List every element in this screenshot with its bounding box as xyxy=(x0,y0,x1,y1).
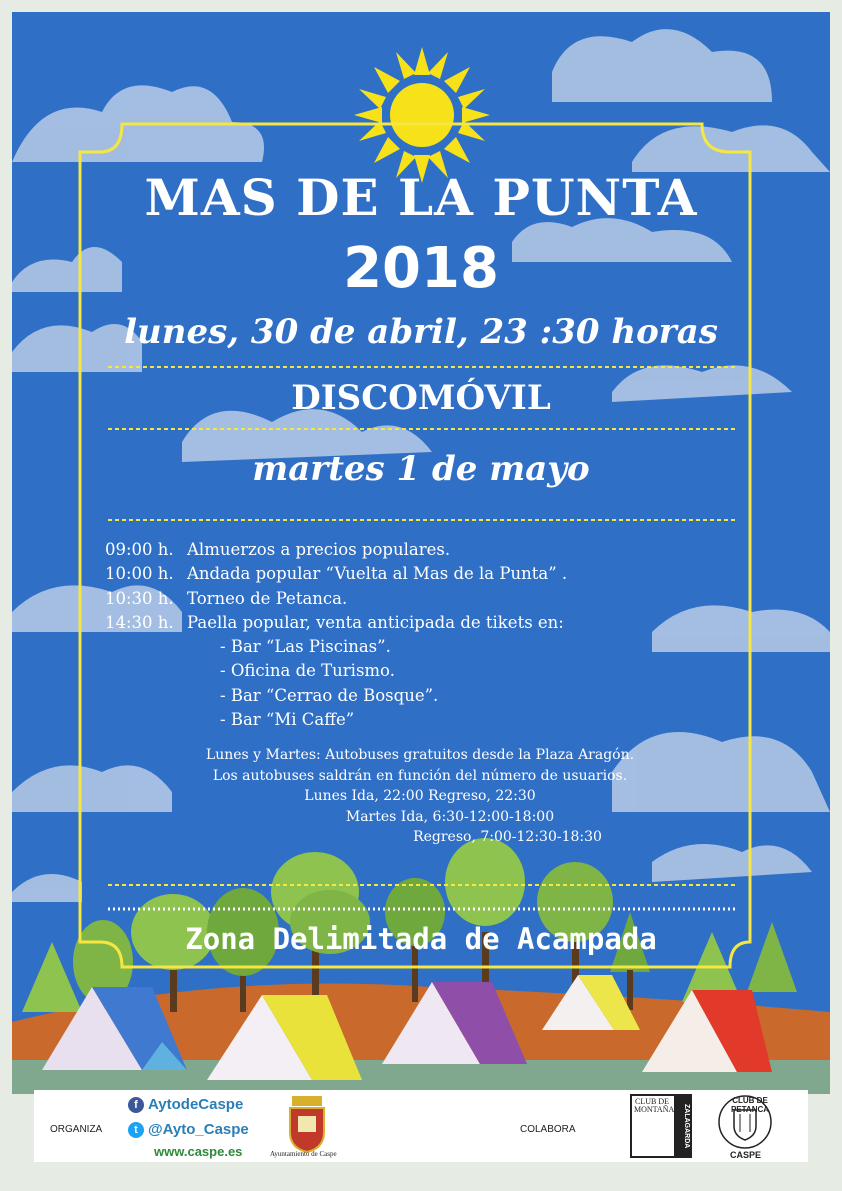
bus-info xyxy=(160,745,680,848)
twitter-icon: t xyxy=(128,1122,144,1138)
website-link[interactable]: www.caspe.es xyxy=(154,1144,243,1159)
bus-line: Lunes y Martes: Autobuses gratuitos desde la Plaza Aragón. xyxy=(205,747,635,763)
bus-line: Martes Ida, 6:30-12:00-18:00 xyxy=(345,808,555,825)
schedule-item xyxy=(105,538,567,562)
ticket-point: - Bar “Las Piscinas”. xyxy=(220,637,391,657)
ticket-point: - Bar “Cerrao de Bosque”. xyxy=(220,685,439,705)
organiza-label: ORGANIZA xyxy=(50,1124,103,1135)
schedule-text: Paella popular, venta anticipada de tikets en: xyxy=(187,612,564,632)
mountain-club-text: CLUB DE MONTAÑA xyxy=(634,1097,675,1114)
ticket-point: - Bar “Mi Caffe” xyxy=(220,710,355,730)
bus-line: Regreso, 7:00-12:30-18:30 xyxy=(413,829,602,845)
event1-name: DISCOMÓVIL xyxy=(291,378,551,418)
schedule-time: 09:00 h. xyxy=(105,540,174,559)
schedule-text: Almuerzos a precios populares. xyxy=(187,540,451,559)
mountain-club-logo xyxy=(630,1094,692,1158)
twitter-handle: @Ayto_Caspe xyxy=(148,1121,249,1138)
schedule-item xyxy=(105,611,567,635)
schedule-text: Andada popular “Vuelta al Mas de la Punta” . xyxy=(187,564,568,584)
facebook-icon: f xyxy=(128,1097,144,1113)
schedule-item xyxy=(105,562,567,586)
event-title: MAS DE LA PUNTA xyxy=(144,168,698,227)
mountain-club-band: ZALAGARDA xyxy=(674,1096,690,1156)
schedule-text: Torneo de Petanca. xyxy=(187,588,348,608)
event1-date: lunes, 30 de abril, 23 :30 horas xyxy=(124,312,718,352)
colabora-label: COLABORA xyxy=(520,1124,576,1135)
petanque-club-city: CASPE xyxy=(730,1150,762,1160)
facebook-handle: AytodeCaspe xyxy=(148,1096,244,1113)
schedule-list xyxy=(105,538,567,732)
ticket-point: - Oficina de Turismo. xyxy=(220,661,395,681)
town-crest-icon xyxy=(284,1094,330,1154)
bus-line: Lunes Ida, 22:00 Regreso, 22:30 xyxy=(304,788,536,804)
schedule-time: 14:30 h. xyxy=(105,612,174,632)
schedule-time: 10:00 h. xyxy=(105,564,174,584)
petanque-club-text: CLUB DE PETANCA xyxy=(730,1096,770,1114)
facebook-link[interactable] xyxy=(128,1096,243,1113)
event-year: 2018 xyxy=(343,236,499,301)
schedule-item xyxy=(105,587,567,611)
bus-line: Los autobuses saldrán en función del número de usuarios. xyxy=(212,767,628,784)
crest-caption: Ayuntamiento de Caspe xyxy=(270,1150,337,1158)
sun-icon xyxy=(354,47,490,183)
schedule-time: 10:30 h. xyxy=(105,588,174,608)
sponsors-footer xyxy=(34,1090,808,1162)
event2-date: martes 1 de mayo xyxy=(252,449,590,489)
camping-zone-label: Zona Delimitada de Acampada xyxy=(185,922,657,956)
twitter-link[interactable] xyxy=(128,1121,249,1138)
